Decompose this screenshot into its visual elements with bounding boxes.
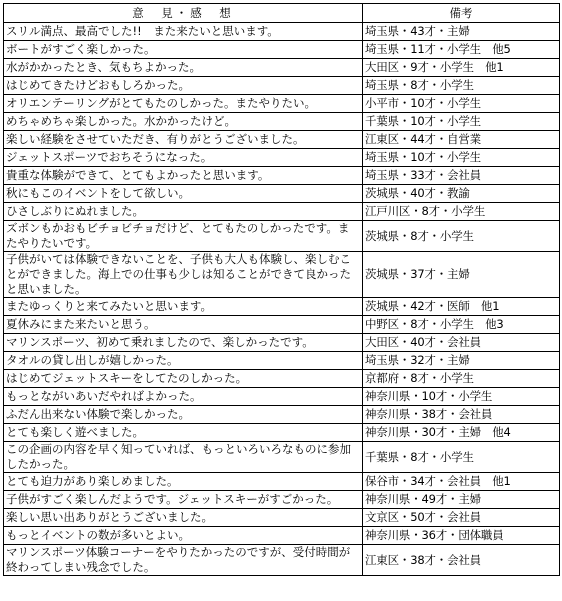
- note-cell: 埼玉県・43才・主婦: [363, 23, 560, 41]
- table-row: [4, 221, 560, 252]
- table-row: [4, 95, 560, 113]
- note-cell: 神奈川県・49才・主婦: [363, 491, 560, 509]
- opinion-cell: めちゃめちゃ楽しかった。水かかったけど。: [4, 113, 363, 131]
- header-note: 備考: [363, 4, 560, 23]
- note-cell: 千葉県・10才・小学生: [363, 113, 560, 131]
- table-row: [4, 509, 560, 527]
- opinion-cell: ズボンもかおもビチョビチョだけど、とてもたのしかったです。またやりたいです。: [4, 221, 363, 252]
- table-row: [4, 298, 560, 316]
- note-cell: 埼玉県・11才・小学生 他5: [363, 41, 560, 59]
- note-cell: 保谷市・34才・会社員 他1: [363, 473, 560, 491]
- note-cell: 埼玉県・32才・主婦: [363, 352, 560, 370]
- opinion-cell: はじめてジェットスキーをしてたのしかった。: [4, 370, 363, 388]
- note-cell: 埼玉県・33才・会社員: [363, 167, 560, 185]
- opinion-cell: 楽しい経験をさせていただき、有りがとうございました。: [4, 131, 363, 149]
- note-cell: 神奈川県・10才・小学生: [363, 388, 560, 406]
- opinion-cell: マリンスポーツ、初めて乗れましたので、楽しかったです。: [4, 334, 363, 352]
- table-row: [4, 424, 560, 442]
- table-row: [4, 167, 560, 185]
- note-cell: 埼玉県・8才・小学生: [363, 77, 560, 95]
- header-opinion: 意 見・感 想: [4, 4, 363, 23]
- opinion-cell: スリル満点、最高でした!! また来たいと思います。: [4, 23, 363, 41]
- opinion-cell: ひさしぶりにぬれました。: [4, 203, 363, 221]
- table-row: [4, 406, 560, 424]
- opinion-cell: とても楽しく遊べました。: [4, 424, 363, 442]
- note-cell: 埼玉県・10才・小学生: [363, 149, 560, 167]
- table-row: [4, 41, 560, 59]
- table-row: [4, 442, 560, 473]
- table-row: [4, 185, 560, 203]
- opinion-cell: 秋にもこのイベントをして欲しい。: [4, 185, 363, 203]
- opinion-cell: 子供がいては体験できないことを、子供も大人も体験し、楽しむことができました。海上での仕事も少しは知ることができて良かったと思いました。: [4, 252, 363, 298]
- note-cell: 中野区・8才・小学生 他3: [363, 316, 560, 334]
- table-row: [4, 491, 560, 509]
- table-row: [4, 23, 560, 41]
- note-cell: 大田区・9才・小学生 他1: [363, 59, 560, 77]
- note-cell: 茨城県・37才・主婦: [363, 252, 560, 298]
- table-row: [4, 316, 560, 334]
- opinion-cell: ボートがすごく楽しかった。: [4, 41, 363, 59]
- survey-table: [3, 3, 560, 576]
- survey-rows: [4, 23, 560, 576]
- table-row: [4, 77, 560, 95]
- opinion-cell: この企画の内容を早く知っていれば、もっといろいろなものに参加したかった。: [4, 442, 363, 473]
- note-cell: 小平市・10才・小学生: [363, 95, 560, 113]
- note-cell: 神奈川県・38才・会社員: [363, 406, 560, 424]
- note-cell: 茨城県・8才・小学生: [363, 221, 560, 252]
- note-cell: 江東区・38才・会社員: [363, 545, 560, 576]
- opinion-cell: マリンスポーツ体験コーナーをやりたかったのですが、受付時間が終わってしまい残念でした。: [4, 545, 363, 576]
- note-cell: 江東区・44才・自営業: [363, 131, 560, 149]
- opinion-cell: 子供がすごく楽しんだようです。ジェットスキーがすごかった。: [4, 491, 363, 509]
- opinion-cell: はじめてきたけどおもしろかった。: [4, 77, 363, 95]
- opinion-cell: 貴重な体験ができて、とてもよかったと思います。: [4, 167, 363, 185]
- opinion-cell: 楽しい思い出ありがとうございました。: [4, 509, 363, 527]
- note-cell: 文京区・50才・会社員: [363, 509, 560, 527]
- opinion-cell: またゆっくりと来てみたいと思います。: [4, 298, 363, 316]
- opinion-cell: もっとながいあいだやればよかった。: [4, 388, 363, 406]
- table-row: [4, 149, 560, 167]
- table-row: [4, 370, 560, 388]
- opinion-cell: 夏休みにまた来たいと思う。: [4, 316, 363, 334]
- opinion-cell: タオルの貸し出しが嬉しかった。: [4, 352, 363, 370]
- opinion-cell: もっとイベントの数が多いとよい。: [4, 527, 363, 545]
- table-row: [4, 252, 560, 298]
- table-row: [4, 473, 560, 491]
- note-cell: 茨城県・42才・医師 他1: [363, 298, 560, 316]
- table-row: [4, 203, 560, 221]
- note-cell: 京都府・8才・小学生: [363, 370, 560, 388]
- opinion-cell: ジェットスポーツでおちそうになった。: [4, 149, 363, 167]
- opinion-cell: オリエンテーリングがとてもたのしかった。またやりたい。: [4, 95, 363, 113]
- table-row: [4, 131, 560, 149]
- note-cell: 大田区・40才・会社員: [363, 334, 560, 352]
- note-cell: 神奈川県・30才・主婦 他4: [363, 424, 560, 442]
- table-row: [4, 545, 560, 576]
- note-cell: 千葉県・8才・小学生: [363, 442, 560, 473]
- opinion-cell: ふだん出来ない体験で楽しかった。: [4, 406, 363, 424]
- note-cell: 神奈川県・36才・団体職員: [363, 527, 560, 545]
- table-row: [4, 113, 560, 131]
- note-cell: 茨城県・40才・教諭: [363, 185, 560, 203]
- table-row: [4, 352, 560, 370]
- opinion-cell: とても迫力があり楽しめました。: [4, 473, 363, 491]
- opinion-cell: 水がかかったとき、気もちよかった。: [4, 59, 363, 77]
- table-row: [4, 334, 560, 352]
- table-header-row: [4, 4, 560, 23]
- table-row: [4, 527, 560, 545]
- note-cell: 江戸川区・8才・小学生: [363, 203, 560, 221]
- table-row: [4, 59, 560, 77]
- table-row: [4, 388, 560, 406]
